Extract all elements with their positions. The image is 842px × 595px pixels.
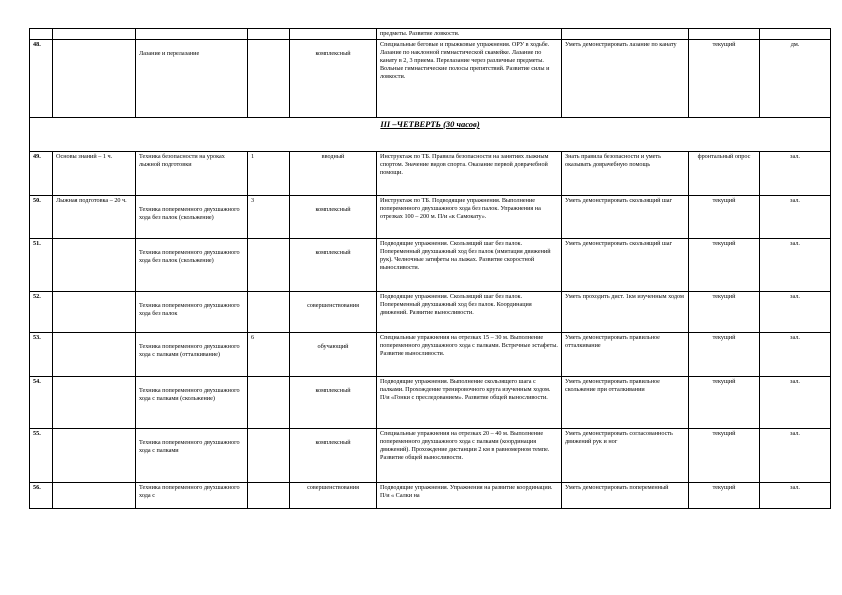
cell-topic: Техника попеременного двухшажного хода с палками (скольжение) <box>136 377 248 429</box>
cell-topic: Техника попеременного двухшажного хода без палок <box>136 292 248 333</box>
cell-homework: зал. <box>760 377 831 429</box>
cell-type: комплексный <box>290 196 377 239</box>
cell-requirements <box>562 29 689 40</box>
cell-section: Основы знаний – 1 ч. <box>53 152 136 196</box>
cell-type: совершенствования <box>290 292 377 333</box>
cell-hours <box>248 29 290 40</box>
cell-content: Подводящие упражнения. Упражнения на развитие координации. П/и « Салки на <box>377 483 562 509</box>
cell-hours <box>248 429 290 483</box>
cell-requirements: Уметь проходить дист. 1км изученным ходом <box>562 292 689 333</box>
cell-topic: Техника безопасности на уроках лыжной подготовки <box>136 152 248 196</box>
cell-homework: зал. <box>760 333 831 377</box>
cell-content: Подводящие упражнения. Скользящий шаг без палок. Попеременный двухшажный ход без палок (имитация движений рук). Челночные затяфеты на лыжах. Развитие скоростной выносливости. <box>377 239 562 292</box>
cell-control: текущий <box>689 239 760 292</box>
cell-homework: зал. <box>760 152 831 196</box>
cell-type: совершенствования <box>290 483 377 509</box>
cell-type: обучающий <box>290 333 377 377</box>
cell-section: Лыжная подготовка – 20 ч. <box>53 196 136 239</box>
cell-type <box>290 29 377 40</box>
quarter-title: III –ЧЕТВЕРТЬ (30 часов) <box>30 118 831 152</box>
cell-content: Специальные упражнения на отрезках 15 – 30 м. Выполнение попеременного двухшажного хода с палками. Встречные эстафеты. Развитие выносливости. <box>377 333 562 377</box>
cell-content: Подводящие упражнения. Скользящий шаг без палок. Попеременный двухшажный ход без палок. Координация движений. Развитие выносливости. <box>377 292 562 333</box>
cell-num: 50. <box>30 196 53 239</box>
cell-type: вводный <box>290 152 377 196</box>
cell-type: комплексный <box>290 40 377 118</box>
cell-num <box>30 29 53 40</box>
cell-content: предметы. Развитие ловкости. <box>377 29 562 40</box>
table-row <box>30 333 831 377</box>
cell-control: текущий <box>689 429 760 483</box>
table-row <box>30 377 831 429</box>
cell-control <box>689 29 760 40</box>
cell-requirements: Знать правила безопасности и уметь оказывать доврачебную помощь <box>562 152 689 196</box>
cell-homework: дм. <box>760 40 831 118</box>
cell-section <box>53 292 136 333</box>
cell-section <box>53 40 136 118</box>
cell-control: текущий <box>689 292 760 333</box>
cell-requirements: Уметь демонстрировать попеременный <box>562 483 689 509</box>
cell-topic <box>136 29 248 40</box>
cell-type: комплексный <box>290 429 377 483</box>
cell-num: 49. <box>30 152 53 196</box>
cell-content: Инструктаж по ТБ. Правила безопасности на занятиях лыжным спортом. Значение видов спорта. Оказание первой доврачебной помощи. <box>377 152 562 196</box>
cell-homework: зал. <box>760 239 831 292</box>
cell-requirements: Уметь демонстрировать скользящий шаг <box>562 239 689 292</box>
cell-topic: Техника попеременного двухшажного хода с <box>136 483 248 509</box>
cell-hours <box>248 40 290 118</box>
cell-topic: Техника попеременного двухшажного хода без палок (скольжение) <box>136 239 248 292</box>
cell-num: 48. <box>30 40 53 118</box>
cell-topic: Техника попеременного двухшажного хода с палками (отталкивание) <box>136 333 248 377</box>
cell-hours <box>248 292 290 333</box>
cell-hours: 1 <box>248 152 290 196</box>
cell-section <box>53 239 136 292</box>
cell-num: 54. <box>30 377 53 429</box>
cell-requirements: Уметь демонстрировать правильное скольжение при отталкивании <box>562 377 689 429</box>
cell-control: текущий <box>689 333 760 377</box>
cell-homework: зал. <box>760 483 831 509</box>
cell-hours: 6 <box>248 333 290 377</box>
table-row <box>30 483 831 509</box>
table-row <box>30 196 831 239</box>
cell-homework: зал. <box>760 292 831 333</box>
cell-hours: 3 <box>248 196 290 239</box>
lesson-plan-table <box>29 28 831 509</box>
cell-control: текущий <box>689 377 760 429</box>
cell-section <box>53 377 136 429</box>
table-row <box>30 152 831 196</box>
cell-hours <box>248 483 290 509</box>
cell-num: 55. <box>30 429 53 483</box>
cell-homework: зал. <box>760 196 831 239</box>
cell-content: Подводящие упражнения. Выполнение скользящего шага с палками. Прохождение тренировочного круга изученным ходом. П/и «Гонки с преследованием». Развитие общей выносливости. <box>377 377 562 429</box>
cell-type: комплексный <box>290 239 377 292</box>
cell-section <box>53 483 136 509</box>
cell-control: фронтальный опрос <box>689 152 760 196</box>
cell-num: 56. <box>30 483 53 509</box>
cell-requirements: Уметь демонстрировать правильное отталкивание <box>562 333 689 377</box>
cell-homework <box>760 29 831 40</box>
cell-hours <box>248 377 290 429</box>
cell-homework: зал. <box>760 429 831 483</box>
cell-requirements: Уметь демонстрировать согласованность движений рук и ног <box>562 429 689 483</box>
table-row <box>30 429 831 483</box>
cell-num: 51. <box>30 239 53 292</box>
cell-content: Специальные беговые и прыжковые упражнения. ОРУ в ходьбе. Лазание по наклонной гимнастической скамейке. Лазание по канату в 2, 3 приема. Перелазание через различные предметы. Вольные гимнастические полосы препятствий. Развитие силы и ловкости. <box>377 40 562 118</box>
cell-num: 52. <box>30 292 53 333</box>
cell-control: текущий <box>689 40 760 118</box>
cell-content: Специальные упражнения на отрезках 20 – 40 м. Выполнение попеременного двухшажного хода с палками (координация движений). Прохождение дистанции 2 км в равномерном темпе. Развитие общей выносливости. <box>377 429 562 483</box>
cell-section <box>53 29 136 40</box>
quarter-row <box>30 118 831 152</box>
cell-content: Инструктаж по ТБ. Подводящие упражнения. Выполнение попеременного двухшажного хода без палок. Упражнения на отрезках 100 – 200 м. П/и «к Самокату». <box>377 196 562 239</box>
cell-topic: Техника попеременного двухшажного хода без палок (скольжение) <box>136 196 248 239</box>
cell-type: комплексный <box>290 377 377 429</box>
table-row <box>30 239 831 292</box>
cell-control: текущий <box>689 483 760 509</box>
cell-requirements: Уметь демонстрировать лазание по канату <box>562 40 689 118</box>
cell-topic: Техника попеременного двухшажного хода с палками <box>136 429 248 483</box>
cell-hours <box>248 239 290 292</box>
table-row <box>30 292 831 333</box>
cell-section <box>53 429 136 483</box>
table-row <box>30 29 831 40</box>
cell-requirements: Уметь демонстрировать скользящий шаг <box>562 196 689 239</box>
cell-topic: Лазание и перелазание <box>136 40 248 118</box>
table-row <box>30 40 831 118</box>
cell-section <box>53 333 136 377</box>
cell-control: текущий <box>689 196 760 239</box>
cell-num: 53. <box>30 333 53 377</box>
